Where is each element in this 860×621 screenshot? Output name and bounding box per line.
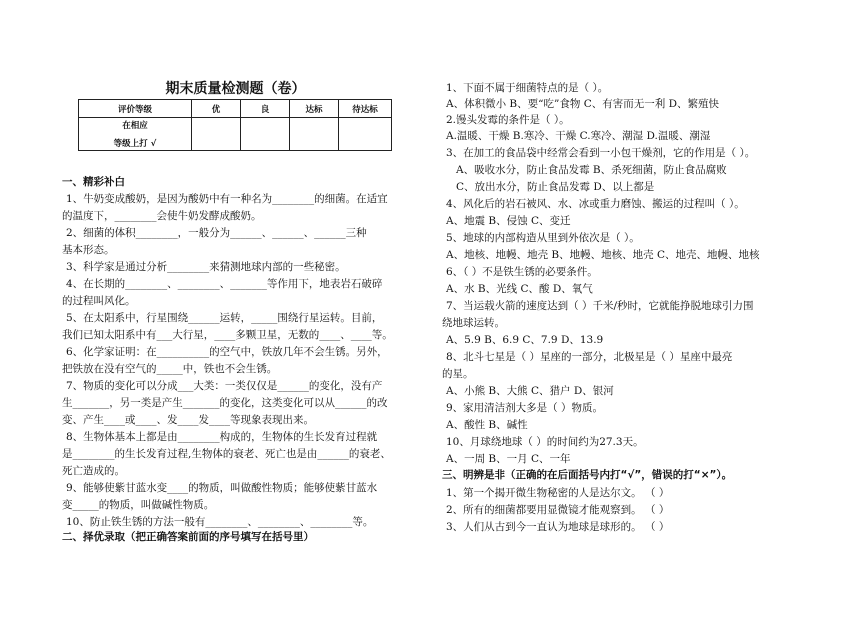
left-text-line: 的温度下，________会使牛奶发酵成酸奶。 (62, 210, 262, 222)
grade-mark-cell-excellent[interactable] (192, 118, 241, 151)
left-text-line: 10、防止铁生锈的方法一般有________、________、________等。 (66, 516, 374, 528)
grade-col-needs-work: 待达标 (339, 100, 392, 118)
right-text-line: A、酸性 B、碱性 (446, 419, 528, 431)
left-text-line: 5、在太阳系中，行星围绕______运转，_____围绕行星运转。目前， (66, 312, 383, 324)
right-text-line: 2.馒头发霉的条件是（ ）。 (446, 114, 570, 126)
grade-table-mark-row (79, 118, 392, 151)
left-text-line: 是________的生长发育过程,生物体的衰老、死亡也是由______的衰老、 (62, 448, 391, 460)
right-text-line: 5、地球的内部构造从里到外依次是（ ）。 (446, 232, 640, 244)
right-text-line: A.温暖、干燥 B.寒冷、干燥 C.寒冷、潮湿 D.温暖、潮湿 (446, 130, 711, 142)
left-text-line: 我们已知太阳系中有___大行星，____多颗卫星，无数的____、____等。 (62, 329, 393, 341)
right-text-line: 7、当运载火箭的速度达到（ ）千米/秒时，它就能挣脱地球引力围 (446, 300, 754, 312)
right-text-line: A、小熊 B、大熊 C、猎户 D、银河 (446, 385, 614, 397)
right-text-line: C、放出水分，防止食品发霉 D、以上都是 (456, 181, 655, 193)
right-text-line: 绕地球运转。 (442, 317, 505, 329)
left-text-line: 1、牛奶变成酸奶，是因为酸奶中有一种名为________的细菌。在适宜 (66, 193, 388, 205)
grade-header-label: 评价等级 (79, 100, 192, 118)
grade-row-label-line1: 在相应 (122, 121, 148, 131)
grade-col-excellent: 优 (192, 100, 241, 118)
right-text-line: A、地震 B、侵蚀 C、变迁 (446, 215, 571, 227)
right-text-line: 10、月球绕地球（ ）的时间约为27.3天。 (446, 436, 644, 448)
left-text-line: 基本形态。 (62, 244, 115, 256)
right-text-line: 3、在加工的食品袋中经常会看到一小包干燥剂，它的作用是（ ）。 (446, 147, 756, 159)
right-section-heading: 三、明辨是非（正确的在后面括号内打“√”，错误的打“×”）。 (442, 469, 733, 481)
grade-row-label (79, 118, 192, 151)
left-text-line: 9、能够使紫甘蓝水变____的物质，叫做酸性物质；能够使紫甘蓝水 (66, 482, 378, 494)
left-text-line: 死亡造成的。 (62, 465, 125, 477)
grade-table-header-row (79, 100, 392, 118)
left-text-line: 把铁放在没有空气的_____中，铁也不会生锈。 (62, 363, 278, 375)
right-text-line: 2、所有的细菌都要用显微镜才能观察到。 （ ） (446, 504, 670, 516)
left-text-line: 的过程叫风化。 (62, 295, 136, 307)
grade-mark-cell-good[interactable] (241, 118, 290, 151)
grade-mark-cell-pass[interactable] (290, 118, 339, 151)
left-text-line: 7、物质的变化可以分成___大类：一类仅仅是______的变化，没有产 (66, 380, 383, 392)
exam-title: 期末质量检测题（卷） (165, 81, 306, 97)
left-section-heading: 二、择优录取（把正确答案前面的序号填写在括号里） (62, 531, 314, 543)
right-text-line: 4、风化后的岩石被风、水、冰或重力磨蚀、搬运的过程叫（ ）。 (446, 198, 745, 210)
grade-col-pass: 达标 (290, 100, 339, 118)
right-text-line: A、体积微小 B、要“吃”食物 C、有害而无一利 D、繁殖快 (446, 98, 719, 110)
left-section-heading: 一、精彩补白 (62, 176, 125, 188)
right-text-line: 的星。 (442, 368, 474, 380)
right-text-line: 1、第一个揭开微生物秘密的人是达尔文。 （ ） (446, 487, 670, 499)
grade-mark-cell-needs-work[interactable] (339, 118, 392, 151)
right-text-line: A、5.9 B、6.9 C、7.9 D、13.9 (446, 334, 604, 346)
right-text-line: 1、下面不属于细菌特点的是（ ）。 (446, 82, 609, 94)
right-text-line: A、水 B、光线 C、酸 D、氧气 (446, 283, 593, 295)
left-text-line: 8、生物体基本上都是由________构成的，生物体的生长发育过程就 (66, 431, 378, 443)
grade-row-label-line2: 等级上打 √ (113, 139, 157, 149)
left-text-line: 4、在长期的________、________、_______等作用下，地表岩石破碎 (66, 278, 383, 290)
right-text-line: 9、家用清洁剂大多是（ ）物质。 (446, 402, 604, 414)
right-text-line: 6、（ ）不是铁生锈的必要条件。 (446, 266, 598, 278)
left-text-line: 6、化学家证明：在__________的空气中，铁放几年不会生锈。另外， (66, 346, 388, 358)
right-text-line: A、吸收水分，防止食品发霉 B、杀死细菌，防止食品腐败 (456, 164, 727, 176)
left-text-line: 变、产生____或____、发____发____等现象表现出来。 (62, 414, 314, 426)
left-text-line: 3、科学家是通过分析________来猜测地球内部的一些秘密。 (66, 261, 346, 273)
right-text-line: A、地核、地幔、地壳 B、地幔、地核、地壳 C、地壳、地幔、地核 (446, 249, 760, 261)
right-text-line: 8、北斗七星是（ ）星座的一部分，北极星是（ ）星座中最亮 (446, 351, 733, 363)
right-text-line: 3、人们从古到今一直认为地球是球形的。 （ ） (446, 521, 670, 533)
grade-table (78, 99, 392, 151)
left-text-line: 2、细菌的体积________，一般分为______、______、______三种 (66, 227, 367, 239)
grade-col-good: 良 (241, 100, 290, 118)
left-text-line: 生_______，另一类是产生_______的变化，这类变化可以从______的改 (62, 397, 388, 409)
right-text-line: A、一周 B、一月 C、一年 (446, 453, 571, 465)
left-text-line: 变_____的物质，叫做碱性物质。 (62, 499, 215, 511)
